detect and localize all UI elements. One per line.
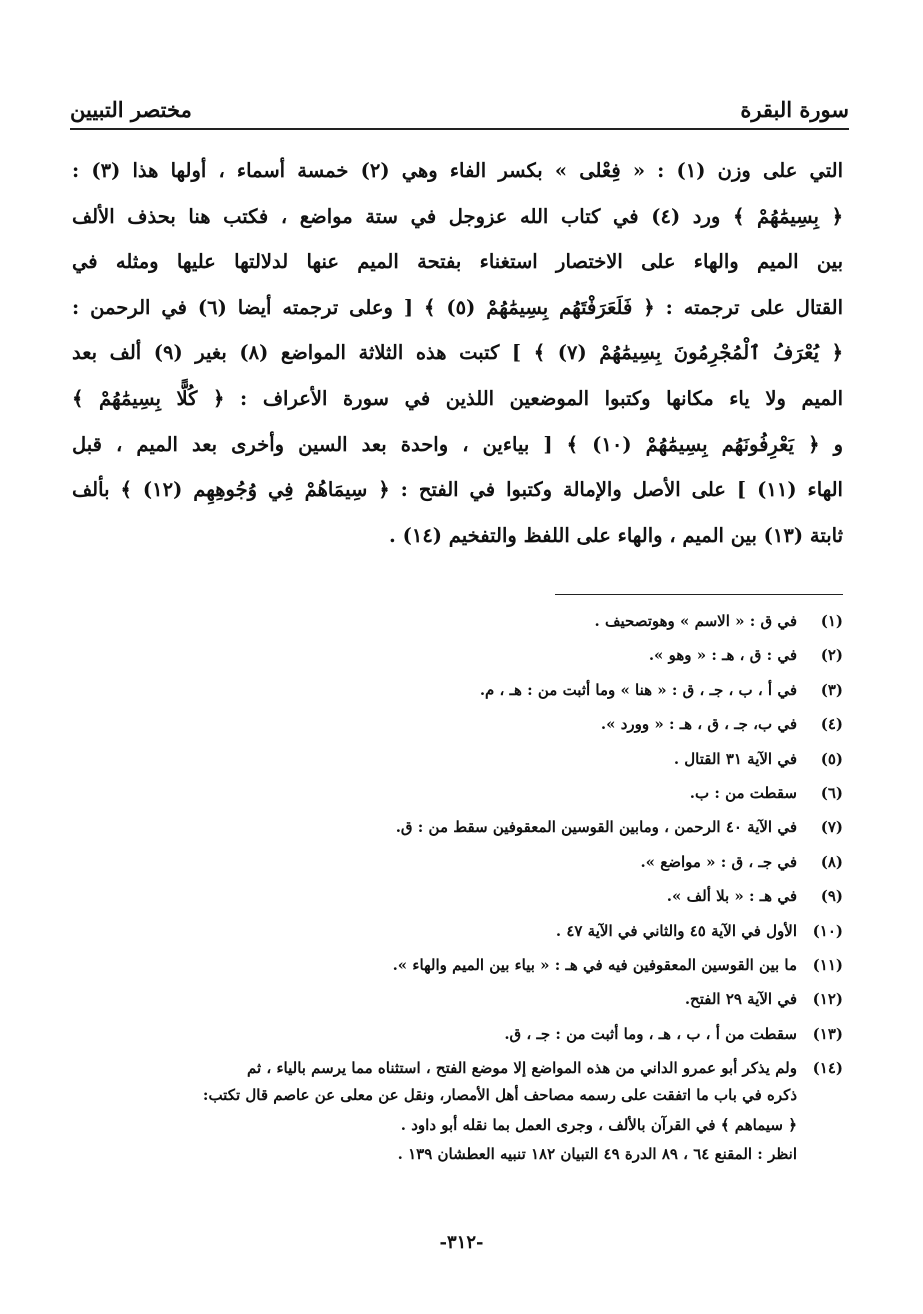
body-line: ثابتة (١٣) بين الميم ، والهاء على اللفظ والتفخيم (١٤) .	[389, 523, 843, 547]
footnote-text: في أ ، ب ، جـ ، ق : « هنا » وما أثبت من : هـ ، م.	[479, 680, 797, 699]
surah-title: سورة البقرة	[740, 97, 849, 122]
body-line: بين الميم والهاء على الاختصار استغناء بفتحة الميم عنها لدلالتها عليها ومثله في	[72, 250, 843, 274]
footnote-number: (١)	[820, 612, 843, 630]
body-line: التي على وزن (١) : « فِعْلى » بكسر الفاء وهي (٢) خمسة أسماء ، أولها هذا (٣) :	[72, 159, 843, 182]
book-title: مختصر التبيين	[70, 97, 192, 122]
footnote-text: سقطت من أ ، ب ، هـ ، وما أثبت من : جـ ، ق.	[504, 1024, 797, 1043]
body-line: ﴿ يُعْرَفُ ٱلْمُجْرِمُونَ بِسِيمَٰهُمْ (٧) ﴾ ] كتبت هذه الثلاثة المواضع (٨) بغير (٩) ألف بعد	[72, 341, 843, 365]
footnote	[90, 810, 843, 844]
footnote-text: في الآية ٢٩ الفتح.	[684, 990, 797, 1009]
footnote	[90, 776, 843, 810]
footnote-number: (١١)	[812, 955, 843, 974]
footnote-text: في ق : « الاسم » وهوتصحيف .	[594, 612, 797, 630]
footnote	[90, 604, 843, 638]
footnote-number: (٢)	[820, 646, 843, 665]
footnote-text: ولم يذكر أبو عمرو الداني من هذه المواضع إلا موضع الفتح ، استثناه مما يرسم بالياء ، ثم	[247, 1059, 797, 1078]
footnote-text: ما بين القوسين المعقوفين فيه في هـ : « بياء بين الميم والهاء ».	[392, 955, 797, 974]
footnote-number: (١٤)	[812, 1059, 843, 1078]
footnote-text: سقطت من : ب.	[689, 783, 797, 802]
footnote-continuation: ﴿ سيماهم ﴾ في القرآن بالألف ، وجرى العمل بما نقله أبو داود .	[400, 1115, 797, 1134]
footnote	[90, 707, 843, 741]
body-line: ﴿ بِسِيمَٰهُمْ ﴾ ورد (٤) في كتاب الله عزوجل في ستة مواضع ، فكتب هنا بحذف الألف	[72, 204, 843, 228]
footnote-continuation: ذكره في باب ما اتفقت على رسمه مصاحف أهل الأمصار، ونقل عن معلى عن عاصم قال تكتب:	[202, 1086, 797, 1105]
footnote	[90, 673, 843, 707]
body-line: الميم ولا ياء مكانها وكتبوا الموضعين اللذين في سورة الأعراف : ﴿ كُلًّا بِسِيمَٰهُمْ ﴾	[72, 386, 843, 410]
body-line: و ﴿ يَعْرِفُونَهُم بِسِيمَٰهُمْ (١٠) ﴾ [ بياءين ، واحدة بعد السين وأخرى بعد الميم ، قبل	[72, 432, 843, 456]
footnote-text: في ب، جـ ، ق ، هـ : « وورد ».	[600, 715, 797, 734]
footnote-separator	[555, 594, 843, 595]
footnote	[90, 1051, 843, 1085]
footnote-number: (١٠)	[812, 921, 843, 940]
running-header	[70, 78, 849, 130]
body-line: القتال على ترجمته : ﴿ فَلَعَرَفْتَهُم بِسِيمَٰهُمْ (٥) ﴾ [ وعلى ترجمته أيضا (٦) في الرحمن :	[72, 295, 843, 319]
footnote-number: (٥)	[820, 749, 843, 768]
footnotes	[90, 604, 843, 1170]
footnote-text: في : ق ، هـ : « وهو ».	[648, 646, 797, 665]
footnote-continuation: انظر : المقنع ٦٤ ، ٨٩ الدرة ٤٩ التبيان ١٨٢ تنبيه العطشان ١٣٩ .	[397, 1145, 797, 1164]
body-line: الهاء (١١) ] على الأصل والإمالة وكتبوا في الفتح : ﴿ سِيمَاهُمْ فِي وُجُوهِهِم (١٢) ﴾ بألف	[72, 478, 843, 502]
footnote	[90, 742, 843, 776]
footnote-number: (٧)	[820, 818, 843, 837]
footnote-number: (٦)	[820, 783, 843, 802]
footnote	[90, 1017, 843, 1051]
footnote	[90, 638, 843, 672]
footnote	[90, 845, 843, 879]
footnote-number: (٣)	[820, 680, 843, 699]
footnote-number: (٩)	[820, 887, 843, 906]
footnote-text: في جـ ، ق : « مواضع ».	[640, 852, 797, 871]
footnote	[90, 879, 843, 913]
footnote-number: (٨)	[820, 852, 843, 871]
footnote-number: (١٢)	[812, 990, 843, 1009]
footnote	[90, 982, 843, 1016]
footnote-number: (١٣)	[812, 1024, 843, 1043]
footnote-number: (٤)	[820, 715, 843, 734]
footnote	[90, 948, 843, 982]
footnote-text: الأول في الآية ٤٥ والثاني في الآية ٤٧ .	[555, 921, 797, 940]
footnote	[90, 914, 843, 948]
footnote-text: في الآية ٣١ القتال .	[673, 749, 797, 768]
main-text	[72, 148, 843, 558]
page-number: -٣١٢-	[439, 1232, 484, 1253]
footnote-text: في الآية ٤٠ الرحمن ، ومابين القوسين المعقوفين سقط من : ق.	[395, 818, 797, 837]
footnote-text: في هـ : « بلا ألف ».	[666, 887, 797, 906]
